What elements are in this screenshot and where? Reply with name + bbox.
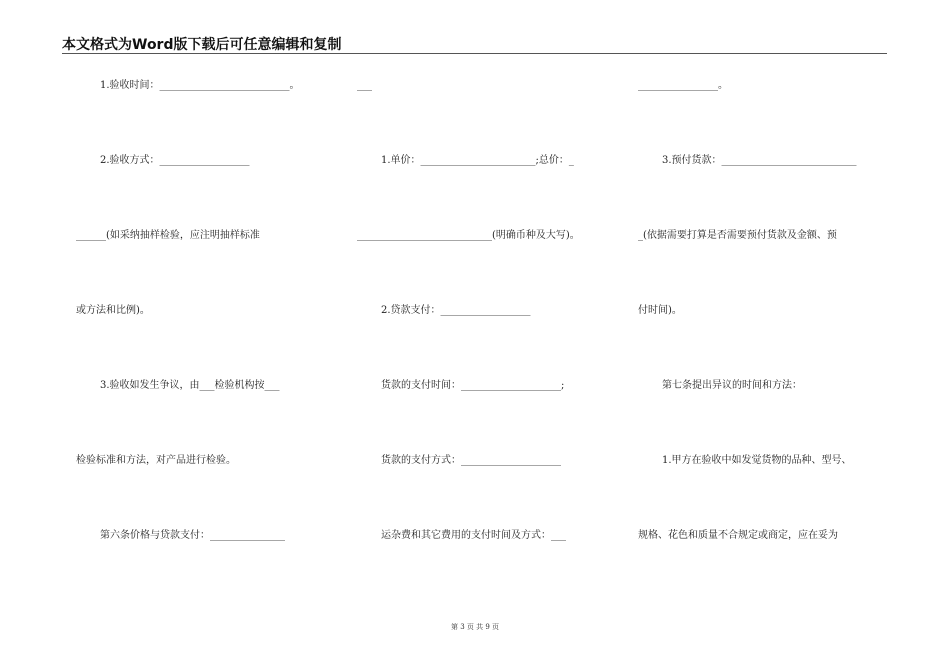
- col2-line-2: 1.单价：_______________________;总价：_: [381, 155, 574, 166]
- col3-line-4: 付时间)。: [638, 305, 682, 316]
- col1-line-1: 1.验收时间：__________________________。: [100, 80, 300, 91]
- col2-line-1: ___: [357, 80, 372, 91]
- col3-line-6: 1.甲方在验收中如发觉货物的品种、型号、: [662, 455, 852, 466]
- col2-line-7: 运杂费和其它费用的支付时间及方式：___: [381, 530, 566, 541]
- col2-line-4: 2.贷款支付：__________________: [381, 305, 531, 316]
- header-rule: [62, 53, 887, 54]
- col2-line-5: 货款的支付时间：____________________;: [381, 380, 565, 391]
- col3-line-7: 规格、花色和质量不合规定或商定，应在妥为: [638, 530, 838, 541]
- col3-line-2: 3.预付货款：___________________________: [662, 155, 857, 166]
- col1-line-5: 3.验收如发生争议，由___检验机构按___: [100, 380, 280, 391]
- col1-line-4: 或方法和比例)。: [76, 305, 150, 316]
- col3-line-3: _(依据需要打算是否需要预付货款及金额、预: [638, 230, 837, 241]
- col2-line-3: ___________________________(明确币种及大写)。: [357, 230, 580, 241]
- page-header-title: 本文格式为Word版下载后可任意编辑和复制: [62, 37, 342, 53]
- col1-line-6: 检验标准和方法，对产品进行检验。: [76, 455, 236, 466]
- col3-line-5: 第七条提出异议的时间和方法：: [662, 380, 802, 391]
- col1-line-2: 2.验收方式：__________________: [100, 155, 250, 166]
- col1-line-3: ______(如采纳抽样检验，应注明抽样标准: [76, 230, 260, 241]
- col2-line-6: 货款的支付方式：____________________: [381, 455, 561, 466]
- col3-line-1: ________________。: [638, 80, 728, 91]
- page-footer-number: 第 3 页 共 9 页: [450, 623, 500, 631]
- col1-line-7: 第六条价格与贷款支付：_______________: [100, 530, 285, 541]
